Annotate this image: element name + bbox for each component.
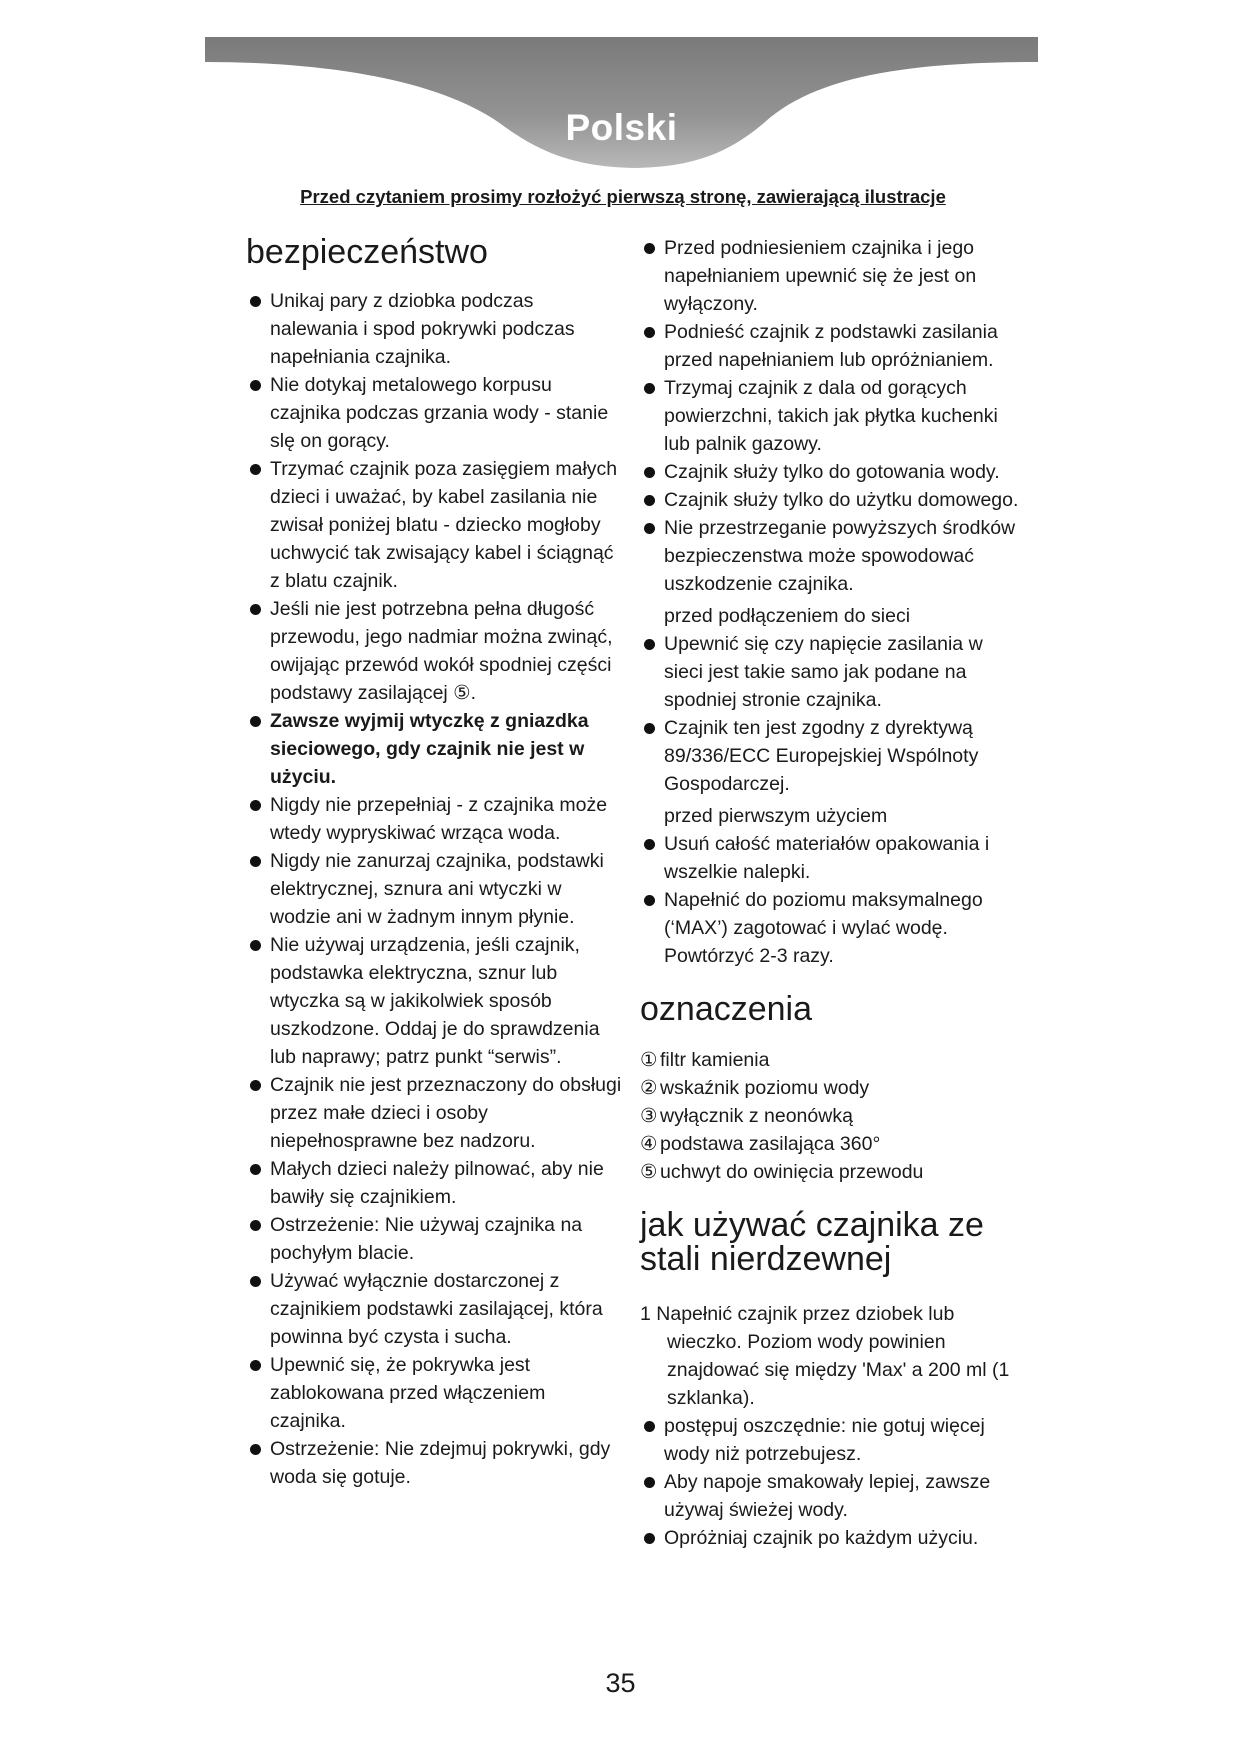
list-item: Aby napoje smakowały lepiej, zawsze używaj świeżej wody. [640,1468,1020,1524]
list-item: Czajnik służy tylko do gotowania wody. [640,458,1020,486]
list-item: Nigdy nie przepełniaj - z czajnika może wtedy wypryskiwać wrząca woda. [246,791,626,847]
list-item: Czajnik ten jest zgodny z dyrektywą 89/336/ECC Europejskiej Wspólnoty Gospodarczej. [640,714,1020,798]
list-item: Zawsze wyjmij wtyczkę z gniazdka sieciowego, gdy czajnik nie jest w użyciu. [246,707,626,791]
legend-item [640,1074,1020,1102]
list-item: Małych dzieci należy pilnować, aby nie bawiły się czajnikiem. [246,1155,626,1211]
safety-list [246,287,626,1491]
before-connecting-subheading: przed podłączeniem do sieci [664,605,911,627]
legend-item [640,1130,1020,1158]
list-item: Nigdy nie zanurzaj czajnika, podstawki elektrycznej, sznura ani wtyczki w wodzie ani w żadnym innym płynie. [246,847,626,931]
list-item: Czajnik nie jest przeznaczony do obsługi przez małe dzieci i osoby niepełnosprawne bez nadzoru. [246,1071,626,1155]
legend-number: ① [640,1049,658,1071]
legend-number: ③ [640,1105,658,1127]
list-item: Nie przestrzeganie powyższych środków bezpieczenstwa może spowodować uszkodzenie czajnika. [640,514,1020,598]
list-item: Czajnik służy tylko do użytku domowego. [640,486,1020,514]
safety-heading: bezpieczeństwo [246,233,488,271]
left-column [246,235,626,1491]
list-item: Upewnić się czy napięcie zasilania w sieci jest takie samo jak podane na spodniej stronie czajnika. [640,630,1020,714]
legend-label: wyłącznik z neonówką [660,1105,853,1127]
parts-legend [640,1046,1020,1186]
legend-label: uchwyt do owinięcia przewodu [660,1161,924,1183]
list-item: Trzymaj czajnik z dala od gorących powierzchni, takich jak płytka kuchenki lub palnik gazowy. [640,374,1020,458]
list-item: Jeśli nie jest potrzebna pełna długość przewodu, jego nadmiar można zwinąć, owijając przewód wokół spodniej części podstawy zasilającej ⑤. [246,595,626,707]
list-item: Usuń całość materiałów opakowania i wszelkie nalepki. [640,830,1020,886]
list-item: Trzymać czajnik poza zasięgiem małych dzieci i uważać, by kabel zasilania nie zwisał poniżej blatu - dziecko mogłoby uchwycić tak zwisający kabel i ściągnąć z blatu czajnik. [246,455,626,595]
list-item: Nie dotykaj metalowego korpusu czajnika podczas grzania wody - stanie slę on gorący. [246,371,626,455]
before-first-use-list [640,830,1020,970]
list-item: Używać wyłącznie dostarczonej z czajnikiem podstawki zasilającej, która powinna być czysta i sucha. [246,1267,626,1351]
list-item: Napełnić do poziomu maksymalnego (‘MAX’) zagotować i wylać wodę. Powtórzyć 2-3 razy. [640,886,1020,970]
safety-list-continued [640,234,1020,598]
usage-step-1: 1 Napełnić czajnik przez dziobek lub wieczko. Poziom wody powinien znajdować się między 'Max' a 200 ml (1 szklanka). [640,1303,1010,1409]
list-item: Nie używaj urządzenia, jeśli czajnik, podstawka elektryczna, sznur lub wtyczka są w jakikolwiek sposób uszkodzone. Oddaj je do sprawdzenia lub naprawy; patrz punkt “serwis”. [246,931,626,1071]
list-item: Upewnić się, że pokrywka jest zablokowana przed włączeniem czajnika. [246,1351,626,1435]
list-item: Unikaj pary z dziobka podczas nalewania i spod pokrywki podczas napełniania czajnika. [246,287,626,371]
list-item: Opróżniaj czajnik po każdym użyciu. [640,1524,1020,1552]
unfold-notice: Przed czytaniem prosimy rozłożyć pierwszą stronę, zawierającą ilustracje [300,186,946,207]
legend-item [640,1102,1020,1130]
banner-wave-shape [205,37,1038,173]
before-connecting-list [640,630,1020,798]
right-column [640,234,1020,1552]
legend-number: ② [640,1077,658,1099]
list-item: Ostrzeżenie: Nie używaj czajnika na pochyłym blacie. [246,1211,626,1267]
legend-label: wskaźnik poziomu wody [660,1077,870,1099]
list-item: Przed podniesieniem czajnika i jego napełnianiem upewnić się że jest on wyłączony. [640,234,1020,318]
legend-label: podstawa zasilająca 360° [660,1133,881,1155]
usage-tips-list [640,1412,1020,1552]
before-first-use-subheading: przed pierwszym użyciem [664,805,888,827]
language-banner [205,37,1038,173]
legend-heading: oznaczenia [640,990,813,1028]
list-item: postępuj oszczędnie: nie gotuj więcej wody niż potrzebujesz. [640,1412,1020,1468]
legend-label: filtr kamienia [660,1049,770,1071]
language-title: Polski [565,107,678,148]
page-number: 35 [605,1668,636,1698]
legend-number: ⑤ [640,1161,658,1183]
list-item: Podnieść czajnik z podstawki zasilania przed napełnianiem lub opróżnianiem. [640,318,1020,374]
usage-heading: jak używać czajnika ze stali nierdzewnej [640,1206,984,1278]
legend-item [640,1046,1020,1074]
legend-item [640,1158,1020,1186]
legend-number: ④ [640,1133,658,1155]
list-item: Ostrzeżenie: Nie zdejmuj pokrywki, gdy woda się gotuje. [246,1435,626,1491]
usage-steps [640,1300,1020,1412]
